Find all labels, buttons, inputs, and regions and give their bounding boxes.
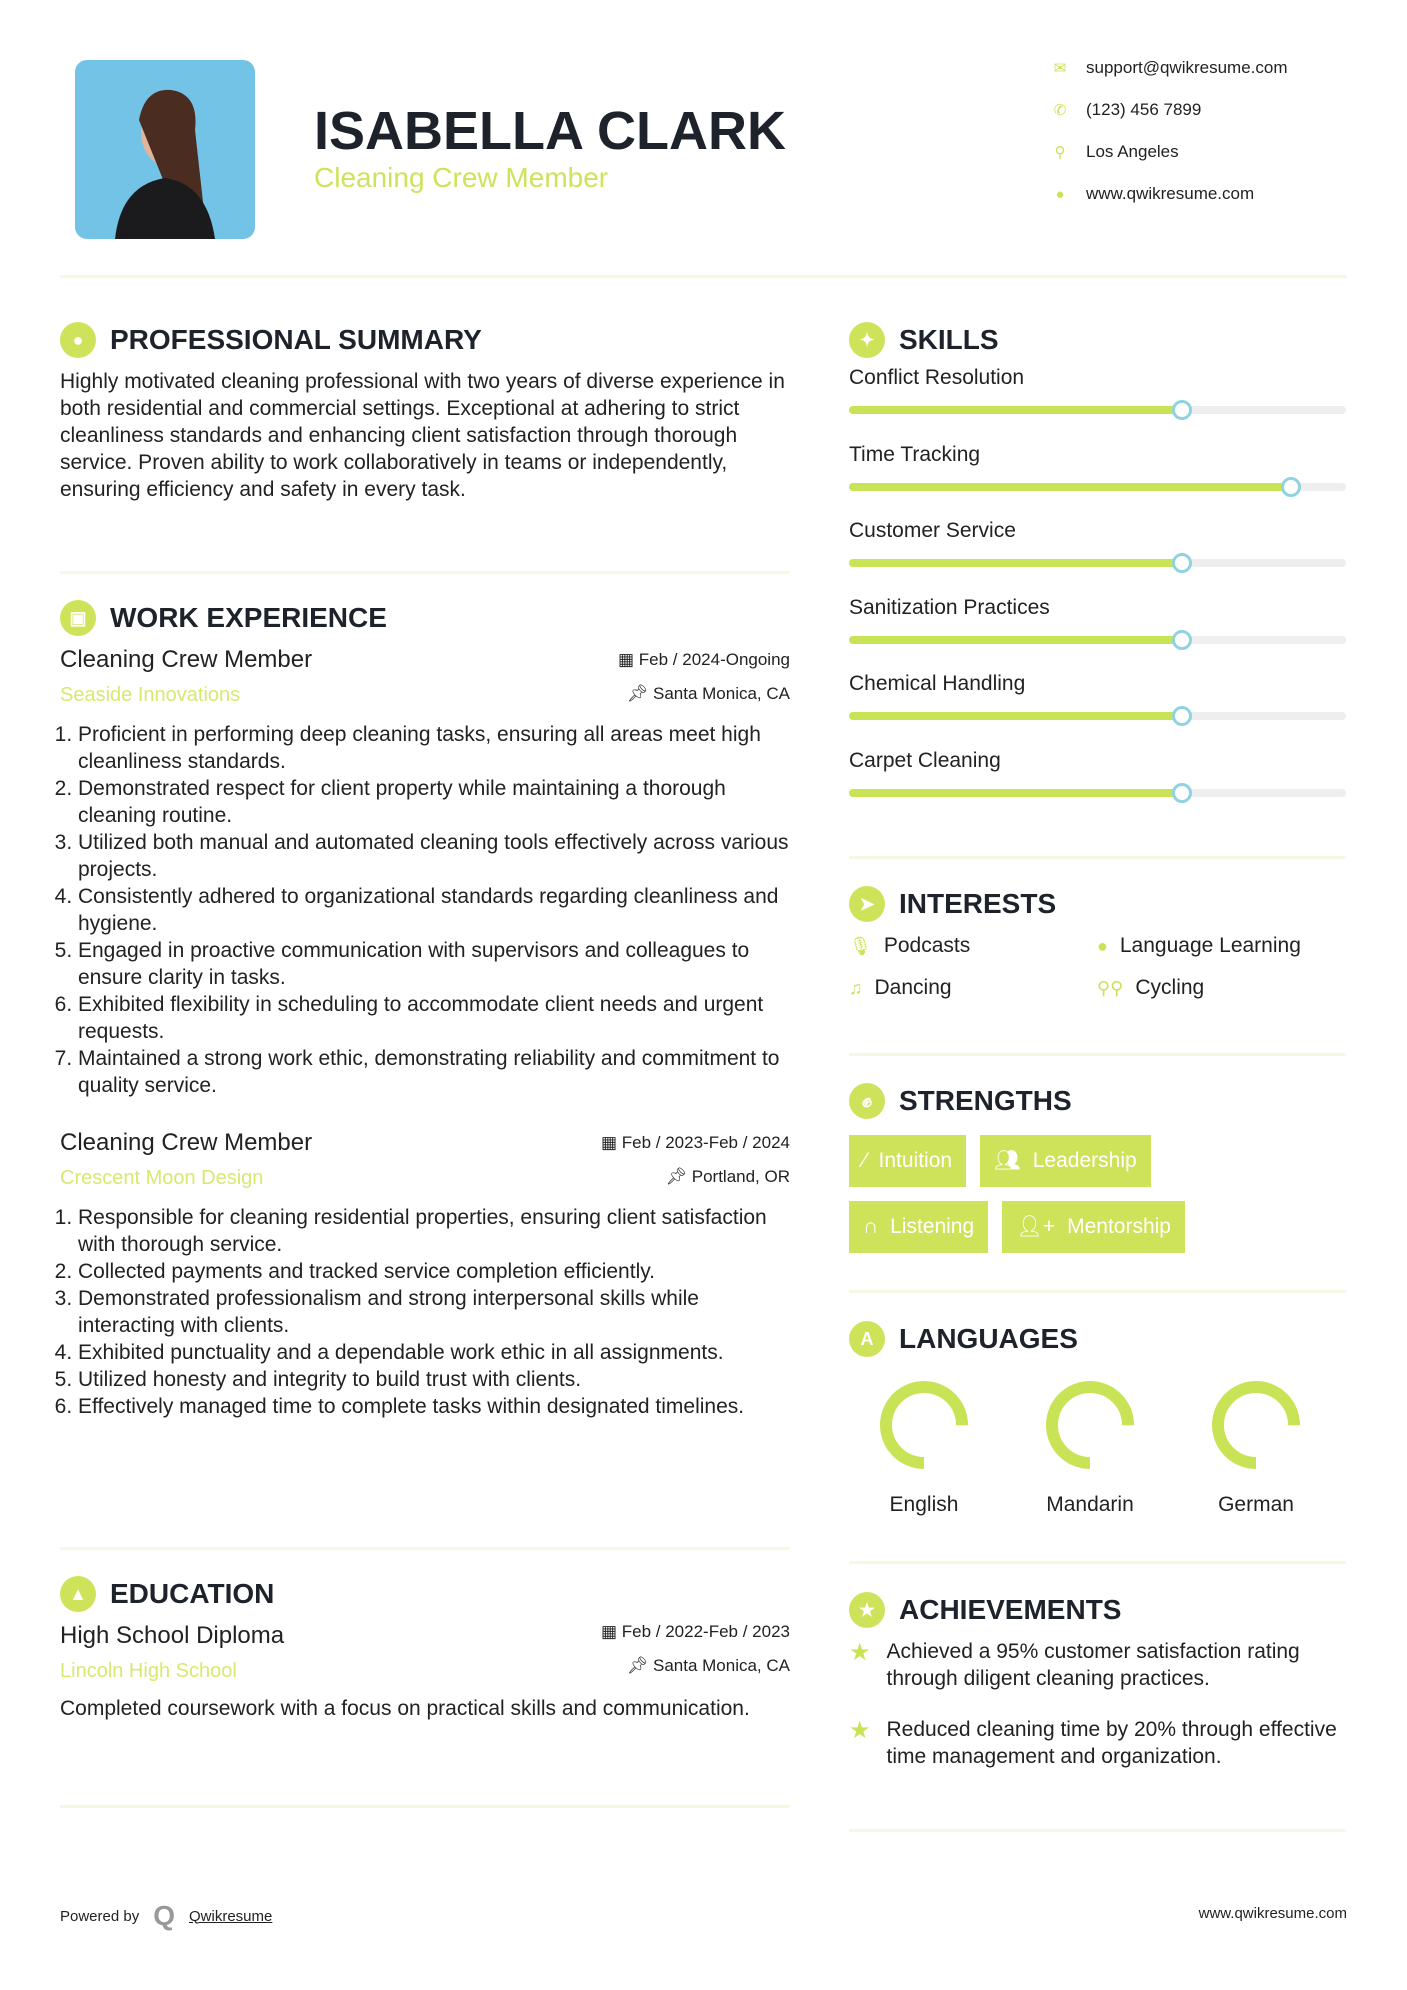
job-left [60,1129,312,1190]
experience-section [60,600,790,1420]
language-level-ring [874,1375,974,1475]
strength-label: Leadership [1032,1149,1137,1172]
skill-name: Carpet Cleaning [849,748,1001,772]
skill-bar [849,483,1346,491]
language-name: German [1218,1493,1294,1516]
school: Lincoln High School [60,1660,237,1682]
education-dates [601,1622,790,1642]
section-title: PROFESSIONAL SUMMARY [110,324,482,355]
achievement-item [849,1638,1346,1692]
job-bullet: 1. Responsible for cleaning residential properties, ensuring client satisfaction with thorough service. [78,1204,790,1258]
dates-text: Feb / 2022-Feb / 2023 [621,1622,790,1641]
headphones-icon: ∩ [863,1215,879,1238]
candidate-role: Cleaning Crew Member [314,162,609,193]
skill-name: Sanitization Practices [849,595,1050,619]
achievement-text: Reduced cleaning time by 20% through effective time management and organization. [886,1718,1337,1768]
divider [60,1547,790,1550]
lightbulb-icon: ✦ [849,322,885,358]
skill-bar-fill [849,406,1182,414]
job-bullet: 6. Exhibited flexibility in scheduling to accommodate client needs and urgent requests. [78,991,790,1045]
interest-label: Dancing [874,976,952,999]
section-title: STRENGTHS [899,1085,1072,1116]
calendar-icon: ▦ [600,1133,622,1152]
summary-section [60,322,790,503]
degree: High School Diploma [60,1622,285,1649]
fist-icon: ✊︎ [849,1083,885,1119]
job-bullet: 5. Utilized honesty and integrity to build trust with clients. [78,1366,790,1393]
job-dates [601,1133,790,1153]
interest-label: Podcasts [883,934,971,957]
magic-wand-icon: ⁄ [863,1149,867,1172]
job-bullet: 3. Utilized both manual and automated cleaning tools effectively across various projects. [78,829,790,883]
job-bullet: 7. Maintained a strong work ethic, demonstrating reliability and commitment to quality service. [78,1045,790,1099]
company-name: Seaside Innovations [60,684,241,706]
strength-chip [980,1135,1151,1187]
section-title: WORK EXPERIENCE [110,602,387,633]
calendar-icon: ▦ [600,1622,622,1641]
skill-item [849,519,1346,596]
skill-name: Time Tracking [849,442,981,466]
strength-label: Intuition [878,1149,953,1172]
skill-item [849,672,1346,749]
interest-label: Language Learning [1119,934,1301,957]
divider [849,856,1346,859]
interest-item [1097,976,1346,1000]
skill-bar [849,712,1346,720]
interest-item [1097,934,1346,958]
location-text: Santa Monica, CA [652,684,790,703]
skill-bar-knob[interactable] [1172,783,1192,803]
achievement-item [849,1716,1346,1770]
section-title: EDUCATION [110,1578,275,1609]
job-location [601,1167,790,1187]
divider [60,571,790,574]
strength-chip [1002,1201,1185,1253]
education-text: Completed coursework with a focus on practical skills and communication. [60,1697,750,1720]
contact-email[interactable] [1052,58,1288,78]
paper-plane-icon: ➤ [849,886,885,922]
microphone-icon: 🎙︎ [849,935,872,956]
briefcase-icon: ▣ [60,600,96,636]
education-section [60,1576,790,1722]
group-icon: 👥︎ [994,1149,1021,1172]
pin-icon: 📌︎ [626,684,653,703]
language-item [1015,1375,1165,1517]
job-location [618,684,790,704]
footer-site[interactable]: www.qwikresume.com [1198,1905,1347,1922]
skill-name: Customer Service [849,519,1016,542]
profile-photo [75,60,255,239]
job-bullet: 6. Effectively managed time to complete tasks within designated timelines. [78,1393,790,1420]
section-title: ACHIEVEMENTS [899,1594,1122,1625]
envelope-icon: ✉ [1053,60,1067,77]
language-level-ring [1040,1375,1140,1475]
pin-icon: 📌︎ [626,1656,653,1675]
skill-bar-fill [849,712,1182,720]
music-note-icon: ♫ [849,977,863,998]
interest-label: Cycling [1135,976,1205,999]
job-bullet: 5. Engaged in proactive communication with supervisors and colleagues to ensure clarity in tasks. [78,937,790,991]
divider [849,1561,1346,1564]
phone-icon: ✆ [1053,102,1067,119]
dates-text: Feb / 2024-Ongoing [638,650,790,669]
interest-item [849,934,1097,958]
summary-heading [60,322,790,358]
company-name: Crescent Moon Design [60,1167,264,1189]
skill-bar-knob[interactable] [1172,553,1192,573]
strength-label: Listening [890,1215,975,1238]
contact-text: www.qwikresume.com [1086,184,1255,203]
skill-bar-knob[interactable] [1281,477,1301,497]
qwikresume-logo-icon: Q [153,1900,175,1931]
job-entry [60,646,790,1099]
job-bullet: 3. Demonstrated professionalism and strong interpersonal skills while interacting with clients. [78,1285,790,1339]
language-name: Mandarin [1046,1493,1134,1516]
achievement-text: Achieved a 95% customer satisfaction rating through diligent cleaning practices. [886,1640,1300,1690]
summary-text: Highly motivated cleaning professional with two years of diverse experience in both residential and commercial settings. Exceptional at adhering to strict cleanliness standards and enhancing client satisfaction through thorough service. Proven ability to work collaboratively in teams or independently, ensuring efficiency and safety in every task. [60,370,785,501]
calendar-icon: ▦ [617,650,639,669]
graduation-cap-icon: ▲ [60,1576,96,1612]
language-icon: A [849,1321,885,1357]
star-icon: ★ [849,1639,871,1666]
contact-location [1052,142,1179,162]
skill-name: Chemical Handling [849,672,1026,695]
skill-bar-knob[interactable] [1172,630,1192,650]
skill-bar-knob[interactable] [1172,400,1192,420]
job-dates [618,650,790,670]
strengths-heading [849,1083,1346,1119]
globe-icon: ● [1097,935,1108,956]
achievements-section [849,1592,1346,1794]
skill-bar [849,559,1346,567]
section-title: LANGUAGES [899,1323,1078,1354]
user-plus-icon: 👤︎+ [1016,1215,1056,1238]
location-text: Santa Monica, CA [652,1656,790,1675]
skill-bar-fill [849,559,1182,567]
contact-text: support@qwikresume.com [1086,58,1288,77]
interest-item [849,976,1097,1000]
job-left [60,646,312,707]
achievements-heading [849,1592,1346,1628]
languages-heading [849,1321,1346,1357]
contact-website[interactable] [1052,184,1254,204]
job-bullets [60,1204,790,1420]
divider [849,1829,1346,1832]
job-header [60,646,790,707]
skill-bar-fill [849,483,1291,491]
divider [849,1290,1346,1293]
languages-section [849,1321,1346,1517]
job-header [60,1129,790,1190]
skills-section [849,322,1346,825]
star-icon: ★ [849,1717,871,1744]
strength-label: Mentorship [1067,1215,1171,1238]
skill-item [849,749,1346,826]
bicycle-icon: ⚲⚲ [1097,977,1124,998]
section-title: SKILLS [899,324,999,355]
skill-item [849,443,1346,520]
job-bullets [60,721,790,1099]
language-item [849,1375,999,1517]
skill-item [849,596,1346,673]
divider [849,1053,1346,1056]
job-meta [601,1129,790,1190]
qwikresume-link[interactable]: Qwikresume [189,1907,273,1925]
candidate-name: ISABELLA CLARK [314,101,786,161]
job-title: Cleaning Crew Member [60,646,313,673]
job-entry [60,1129,790,1420]
language-item [1181,1375,1331,1517]
section-title: INTERESTS [899,888,1057,919]
experience-heading [60,600,790,636]
trophy-icon: ★ [849,1592,885,1628]
contact-text: Los Angeles [1086,142,1179,161]
header-divider [60,275,1347,278]
job-bullet: 1. Proficient in performing deep cleaning tasks, ensuring all areas meet high cleanliness standards. [78,721,790,775]
language-level-ring [1206,1375,1306,1475]
strengths-section [849,1083,1346,1253]
skill-bar [849,789,1346,797]
skill-bar-fill [849,636,1182,644]
strength-chip [849,1201,988,1253]
job-bullet: 4. Consistently adhered to organizational standards regarding cleanliness and hygiene. [78,883,790,937]
powered-by-label: Powered by [60,1907,140,1925]
job-bullet: 2. Demonstrated respect for client property while maintaining a thorough cleaning routine. [78,775,790,829]
skill-bar-fill [849,789,1182,797]
pin-icon: 📌︎ [665,1167,692,1186]
contact-text: (123) 456 7899 [1086,100,1202,119]
interests-section [849,886,1346,1000]
job-title: Cleaning Crew Member [60,1129,313,1156]
language-name: English [889,1493,959,1516]
strength-chip [849,1135,966,1187]
education-heading [60,1576,790,1612]
interests-heading [849,886,1346,922]
skill-name: Conflict Resolution [849,366,1025,389]
dates-text: Feb / 2023-Feb / 2024 [621,1133,790,1152]
skill-bar [849,406,1346,414]
skill-bar [849,636,1346,644]
contact-phone [1052,100,1201,120]
skill-item [849,366,1346,443]
job-meta [618,646,790,707]
divider [60,1805,790,1808]
map-pin-icon: ⚲ [1054,144,1066,161]
location-text: Portland, OR [691,1167,790,1186]
job-bullet: 2. Collected payments and tracked service completion efficiently. [78,1258,790,1285]
job-bullet: 4. Exhibited punctuality and a dependable work ethic in all assignments. [78,1339,790,1366]
skill-bar-knob[interactable] [1172,706,1192,726]
skills-heading [849,322,1346,358]
globe-icon: ● [1055,185,1065,203]
education-location [601,1656,790,1676]
footer-powered [60,1900,272,1932]
user-icon: ● [60,322,96,358]
